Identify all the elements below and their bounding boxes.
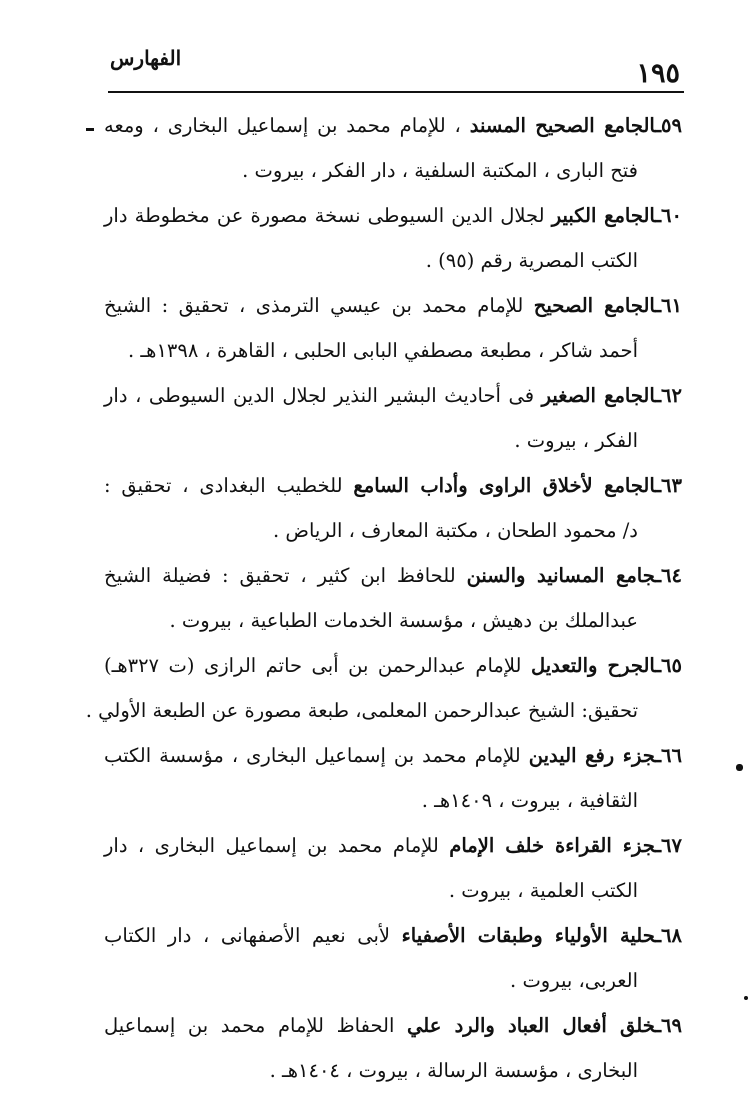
entry-line: فتح البارى ، المكتبة السلفية ، دار الفكر ، بيروت . (242, 159, 638, 182)
entry-text: الحفاظ للإمام محمد بن إسماعيل (104, 1014, 408, 1037)
entry-line: العربى، بيروت . (510, 969, 638, 992)
entry-line (104, 373, 682, 418)
entry-line (104, 913, 682, 958)
entry-number: ٦١ـ (655, 294, 682, 317)
entry-number: ٦٥ـ (655, 654, 682, 677)
bibliography-entry (104, 1003, 682, 1093)
entry-text: ، للإمام محمد بن إسماعيل البخارى ، ومعه (104, 114, 470, 137)
bibliography-entry (104, 373, 682, 463)
entry-title: الجرح والتعديل (530, 654, 656, 677)
entry-number: ٦٨ـ (655, 924, 682, 947)
entry-line: أحمد شاكر ، مطبعة مصطفي البابى الحلبى ، القاهرة ، ١٣٩٨هـ . (128, 339, 638, 362)
bibliography-entry (104, 193, 682, 283)
entry-line (104, 553, 682, 598)
entry-title: جزء القراءة خلف الإمام (449, 834, 656, 857)
entry-title: الجامع الصحيح (533, 294, 656, 317)
entry-number: ٦٣ـ (655, 474, 682, 497)
entry-text: للإمام محمد بن عيسي الترمذى ، تحقيق : الشيخ (104, 294, 534, 317)
entry-number: ٦٩ـ (655, 1014, 682, 1037)
entry-line (104, 643, 682, 688)
bibliography-entry (104, 283, 682, 373)
entry-number: ٥٩ـ (655, 114, 682, 137)
entry-title: الجامع لأخلاق الراوى وأداب السامع (353, 474, 656, 497)
entry-line: عبدالملك بن دهيش ، مؤسسة الخدمات الطباعية ، بيروت . (169, 609, 638, 632)
entry-number: ٦٢ـ (655, 384, 682, 407)
entry-line (104, 283, 682, 328)
entry-title: حلية الأولياء وطبقات الأصفياء (401, 924, 656, 947)
entry-number: ٦٦ـ (655, 744, 682, 767)
entry-title: خلق أفعال العباد والرد علي (407, 1014, 656, 1037)
entry-text: لأبى نعيم الأصفهانى ، دار الكتاب (104, 924, 402, 947)
entry-line: د/ محمود الطحان ، مكتبة المعارف ، الرياض . (272, 519, 638, 542)
entry-number: ٦٧ـ (655, 834, 682, 857)
entry-text: للخطيب البغدادى ، تحقيق : (104, 474, 354, 497)
entry-line: الثقافية ، بيروت ، ١٤٠٩هـ . (421, 789, 638, 812)
bibliography-entry (104, 463, 682, 553)
bibliography-entry (104, 913, 682, 1003)
entry-line (104, 1003, 682, 1048)
entry-line (104, 733, 682, 778)
bibliography-entry (104, 103, 682, 193)
entry-text: للإمام محمد بن إسماعيل البخارى ، دار (104, 834, 450, 857)
entry-line (104, 193, 682, 238)
page-header (110, 40, 680, 88)
bibliography-entry (104, 823, 682, 913)
margin-mark (736, 764, 743, 771)
entry-line (104, 463, 682, 508)
entry-line: الفكر ، بيروت . (514, 429, 638, 452)
entry-text: للحافظ ابن كثير ، تحقيق : فضيلة الشيخ (104, 564, 467, 587)
entry-line: الكتب المصرية رقم (٩٥) . (425, 249, 638, 272)
page-number: ١٩٥ (636, 58, 680, 89)
entry-number: ٦٠ـ (655, 204, 682, 227)
header-rule (108, 91, 684, 93)
bibliography-entry (104, 733, 682, 823)
margin-mark (744, 996, 748, 1000)
bibliography-entry (104, 553, 682, 643)
entry-title: جامع المسانيد والسنن (466, 564, 656, 587)
entry-line (104, 823, 682, 868)
bibliography-entry (85, 643, 682, 733)
entry-line: البخارى ، مؤسسة الرسالة ، بيروت ، ١٤٠٤هـ . (269, 1059, 638, 1082)
entry-title: جزء رفع اليدين (528, 744, 656, 767)
entry-text: لجلال الدين السيوطى نسخة مصورة عن مخطوطة دار (104, 204, 552, 227)
entry-text: للإمام عبدالرحمن بن أبى حاتم الرازى (ت ٣٢٧هـ) (104, 654, 531, 677)
entry-title: الجامع الصحيح المسند (469, 114, 656, 137)
entry-title: الجامع الصغير (541, 384, 656, 407)
entry-line (104, 103, 682, 148)
entry-line: الكتب العلمية ، بيروت . (448, 879, 638, 902)
entry-title: الجامع الكبير (551, 204, 656, 227)
entry-text: فى أحاديث البشير النذير لجلال الدين السيوطى ، دار (104, 384, 542, 407)
running-title: الفهارس (110, 46, 182, 70)
entry-line: تحقيق: الشيخ عبدالرحمن المعلمى، طبعة مصورة عن الطبعة الأولي . (85, 699, 638, 722)
entry-text: للإمام محمد بن إسماعيل البخارى ، مؤسسة الكتب (104, 744, 529, 767)
entry-number: ٦٤ـ (655, 564, 682, 587)
margin-mark (86, 128, 94, 131)
bibliography-list (85, 103, 682, 1093)
